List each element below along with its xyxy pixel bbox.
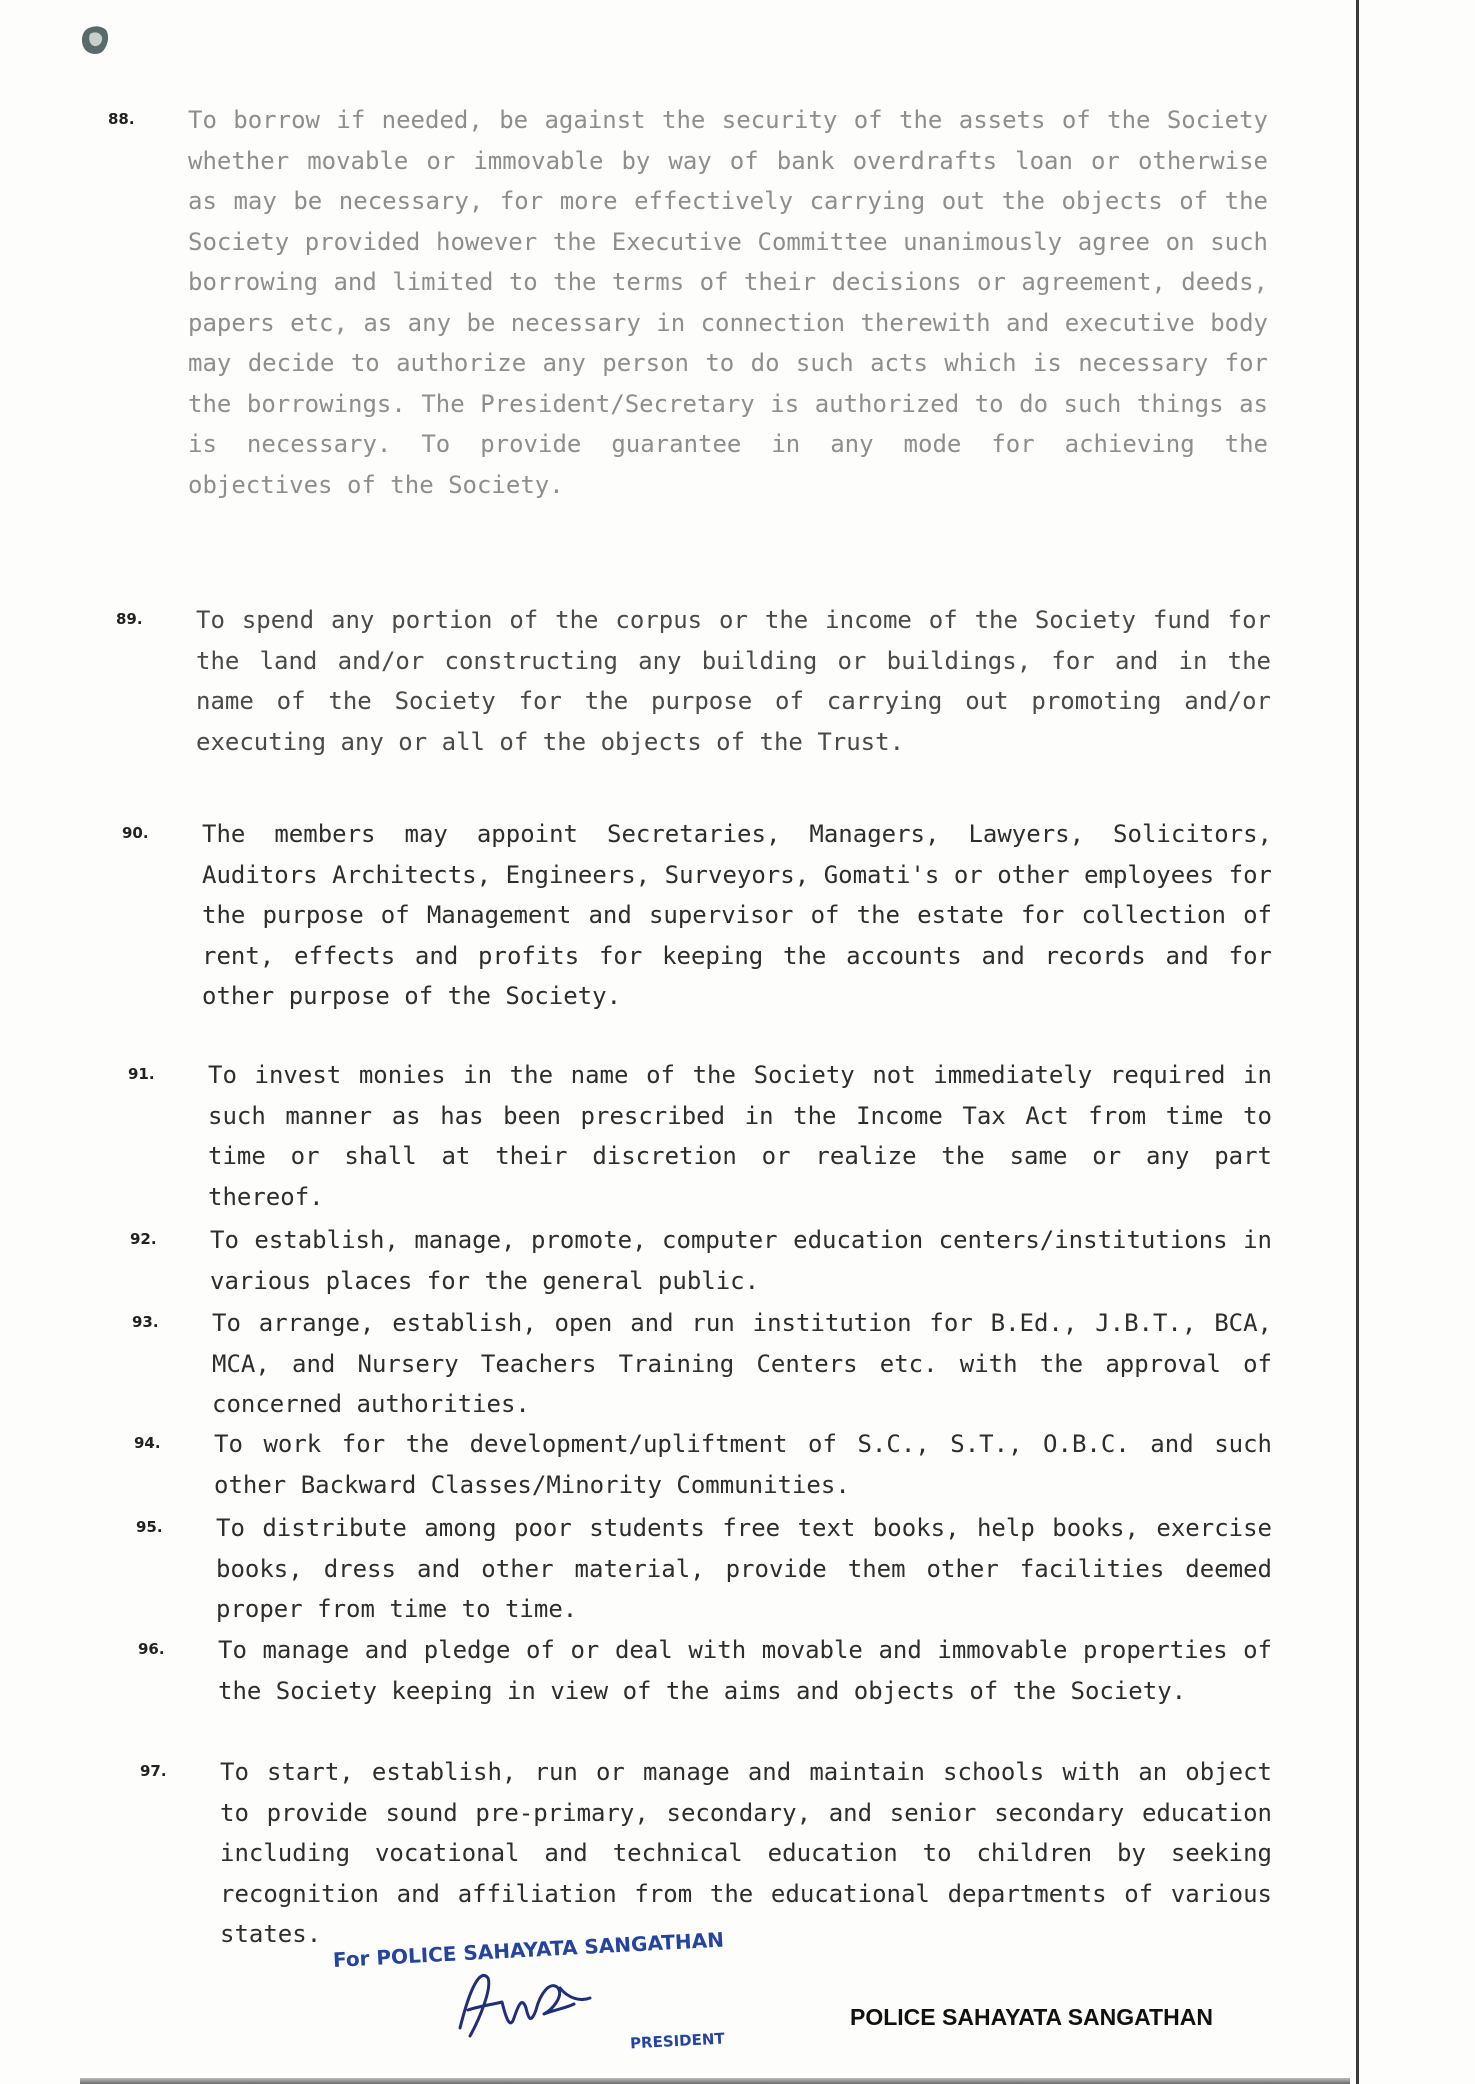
- clause-text: To spend any portion of the corpus or the income of the Society fund for the land and/or constructing any building or buildings, for and in the name of the Society for the purpose of carrying out promoting and/or executing any or all of the objects of the Trust.: [196, 606, 1271, 756]
- clause-94: [134, 1424, 1272, 1505]
- clause-89: [116, 600, 1271, 762]
- clause-number: 93.: [132, 1313, 159, 1331]
- clause-text: The members may appoint Secretaries, Managers, Lawyers, Solicitors, Auditors Architects, Engineers, Surveyors, Gomati's or other employees for the purpose of Management and supervisor of the estate for collection of rent, effects and profits for keeping the accounts and records and for other purpose of the Society.: [202, 820, 1272, 1010]
- clause-92: [130, 1220, 1272, 1301]
- clause-91: [128, 1055, 1272, 1217]
- clause-text: To establish, manage, promote, computer education centers/institutions in various places for the general public.: [210, 1226, 1272, 1295]
- clause-number: 92.: [130, 1230, 157, 1248]
- clause-text: To manage and pledge of or deal with movable and immovable properties of the Society keeping in view of the aims and objects of the Society.: [218, 1636, 1272, 1705]
- page-edge-right: [1356, 0, 1359, 2084]
- clause-text: To borrow if needed, be against the security of the assets of the Society whether movable or immovable by way of bank overdrafts loan or otherwise as may be necessary, for more effectively carrying out the objects of the Society provided however the Executive Committee unanimously agree on such borrowing and limited to the terms of their decisions or agreement, deeds, papers etc, as any be necessary in connection therewith and executive body may decide to authorize any person to do such acts which is necessary for the borrowings. The President/Secretary is authorized to do such things as is necessary. To provide guarantee in any mode for achieving the objectives of the Society.: [188, 106, 1268, 499]
- clause-number: 97.: [140, 1762, 167, 1780]
- clause-97: [140, 1752, 1272, 1955]
- clause-number: 96.: [138, 1640, 165, 1658]
- clause-number: 90.: [122, 824, 149, 842]
- page-edge-bottom: [80, 2078, 1350, 2084]
- clause-text: To distribute among poor students free text books, help books, exercise books, dress and other material, provide them other facilities deemed proper from time to time.: [216, 1514, 1272, 1623]
- signature-mark: [440, 1958, 600, 2048]
- clause-95: [136, 1508, 1272, 1630]
- clause-text: To invest monies in the name of the Society not immediately required in such manner as has been prescribed in the Income Tax Act from time to time or shall at their discretion or realize the same or any part thereof.: [208, 1061, 1272, 1211]
- clause-88: [108, 100, 1268, 505]
- hole-punch-mark-icon: [78, 22, 114, 58]
- clause-96: [138, 1630, 1272, 1711]
- clause-number: 95.: [136, 1518, 163, 1536]
- clause-number: 89.: [116, 610, 143, 628]
- clause-text: To work for the development/upliftment of S.C., S.T., O.B.C. and such other Backward Classes/Minority Communities.: [214, 1430, 1272, 1499]
- clause-93: [132, 1303, 1272, 1425]
- clause-text: To arrange, establish, open and run institution for B.Ed., J.B.T., BCA, MCA, and Nursery Teachers Training Centers etc. with the approval of concerned authorities.: [212, 1309, 1272, 1418]
- clause-90: [122, 814, 1272, 1017]
- clause-number: 88.: [108, 110, 135, 128]
- clause-number: 94.: [134, 1434, 161, 1452]
- clause-number: 91.: [128, 1065, 155, 1083]
- stamp-designation: PRESIDENT: [629, 2029, 726, 2053]
- organization-name: POLICE SAHAYATA SANGATHAN: [850, 2004, 1213, 2030]
- clause-text: To start, establish, run or manage and maintain schools with an object to provide sound pre-primary, secondary, and senior secondary education including vocational and technical education to children by seeking recognition and affiliation from the educational departments of various states.: [220, 1758, 1272, 1948]
- stamp-org-line: For POLICE SAHAYATA SANGATHAN: [332, 1927, 725, 1972]
